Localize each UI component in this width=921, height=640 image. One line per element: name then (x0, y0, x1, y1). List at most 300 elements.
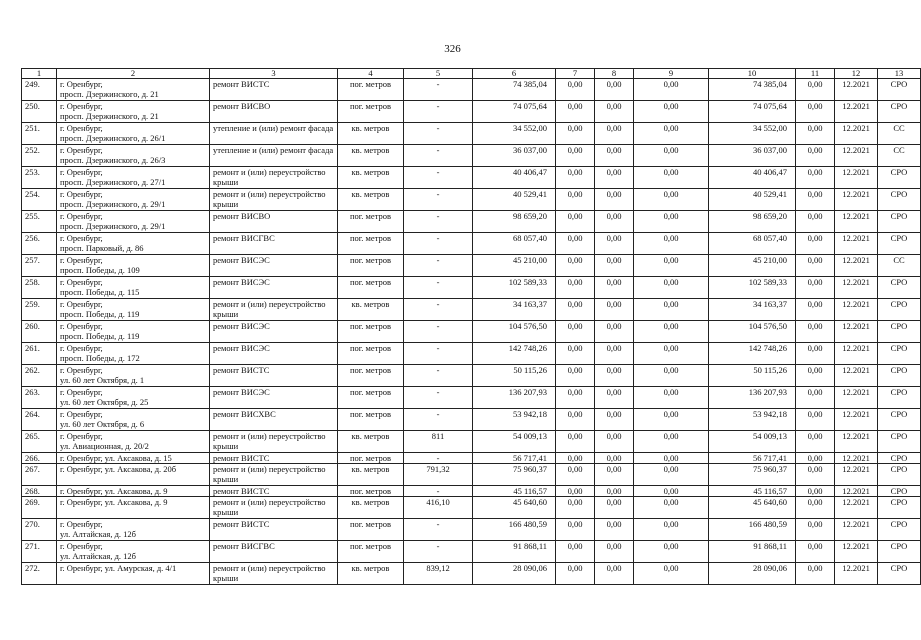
quantity-cell: - (404, 486, 473, 497)
address-line: г. Оренбург, (60, 211, 103, 221)
fund-owners-cell: 45 210,00 (709, 255, 796, 277)
address-line: г. Оренбург, (60, 431, 103, 441)
table-row (22, 563, 921, 585)
completion-date-cell: 12.2021 (835, 277, 878, 299)
total-cost-cell: 98 659,20 (473, 211, 556, 233)
table-row (22, 365, 921, 387)
fund-local-cell: 0,00 (634, 541, 709, 563)
quantity-cell: - (404, 79, 473, 101)
method-cell: СРО (878, 321, 921, 343)
unit-cell: кв. метров (338, 299, 404, 321)
total-cost-cell: 40 406,47 (473, 167, 556, 189)
work-type-cell: ремонт ВИСЭС (210, 321, 338, 343)
table-row (22, 299, 921, 321)
fund-owners-cell: 36 037,00 (709, 145, 796, 167)
address-cell (57, 167, 210, 189)
unit-cell: кв. метров (338, 563, 404, 585)
table-row (22, 79, 921, 101)
row-number-cell: 257. (22, 255, 57, 277)
total-cost-cell: 136 207,93 (473, 387, 556, 409)
other-cell: 0,00 (796, 255, 835, 277)
row-number-cell: 263. (22, 387, 57, 409)
total-cost-cell: 45 116,57 (473, 486, 556, 497)
other-cell: 0,00 (796, 541, 835, 563)
other-cell: 0,00 (796, 563, 835, 585)
fund-regional-cell: 0,00 (595, 255, 634, 277)
method-cell: СРО (878, 464, 921, 486)
address-cell (57, 79, 210, 101)
fund-owners-cell: 98 659,20 (709, 211, 796, 233)
completion-date-cell: 12.2021 (835, 497, 878, 519)
work-type-cell: утепление и (или) ремонт фасада (210, 123, 338, 145)
other-cell: 0,00 (796, 387, 835, 409)
total-cost-cell: 28 090,06 (473, 563, 556, 585)
address-cell (57, 464, 210, 486)
work-type-cell: ремонт ВИСЭС (210, 255, 338, 277)
other-cell: 0,00 (796, 343, 835, 365)
fund-federal-cell: 0,00 (556, 123, 595, 145)
unit-cell: пог. метров (338, 387, 404, 409)
unit-cell: кв. метров (338, 167, 404, 189)
row-number-cell: 258. (22, 277, 57, 299)
quantity-cell: - (404, 453, 473, 464)
table-row (22, 277, 921, 299)
fund-local-cell: 0,00 (634, 101, 709, 123)
column-number-header-row (22, 69, 921, 79)
unit-cell: пог. метров (338, 255, 404, 277)
fund-owners-cell: 74 385,04 (709, 79, 796, 101)
other-cell: 0,00 (796, 453, 835, 464)
fund-local-cell: 0,00 (634, 387, 709, 409)
completion-date-cell: 12.2021 (835, 189, 878, 211)
fund-regional-cell: 0,00 (595, 211, 634, 233)
quantity-cell: 811 (404, 431, 473, 453)
work-type-cell: ремонт и (или) переустройство крыши (210, 464, 338, 486)
fund-local-cell: 0,00 (634, 365, 709, 387)
fund-federal-cell: 0,00 (556, 497, 595, 519)
fund-regional-cell: 0,00 (595, 486, 634, 497)
address-cell (57, 211, 210, 233)
unit-cell: кв. метров (338, 123, 404, 145)
other-cell: 0,00 (796, 277, 835, 299)
fund-local-cell: 0,00 (634, 211, 709, 233)
fund-local-cell: 0,00 (634, 277, 709, 299)
fund-regional-cell: 0,00 (595, 365, 634, 387)
total-cost-cell: 142 748,26 (473, 343, 556, 365)
address-cell (57, 365, 210, 387)
address-cell (57, 409, 210, 431)
address-cell (57, 497, 210, 519)
row-number-cell: 255. (22, 211, 57, 233)
method-cell: СРО (878, 167, 921, 189)
method-cell: СРО (878, 211, 921, 233)
fund-federal-cell: 0,00 (556, 431, 595, 453)
completion-date-cell: 12.2021 (835, 79, 878, 101)
fund-local-cell: 0,00 (634, 123, 709, 145)
table-row (22, 321, 921, 343)
work-type-cell: ремонт ВИСЭС (210, 387, 338, 409)
column-number-cell: 4 (338, 69, 404, 79)
unit-cell: пог. метров (338, 277, 404, 299)
address-line: г. Оренбург, (60, 145, 103, 155)
completion-date-cell: 12.2021 (835, 321, 878, 343)
completion-date-cell: 12.2021 (835, 145, 878, 167)
row-number-cell: 262. (22, 365, 57, 387)
total-cost-cell: 34 552,00 (473, 123, 556, 145)
fund-owners-cell: 45 116,57 (709, 486, 796, 497)
fund-regional-cell: 0,00 (595, 387, 634, 409)
completion-date-cell: 12.2021 (835, 431, 878, 453)
fund-federal-cell: 0,00 (556, 167, 595, 189)
address-cell (57, 233, 210, 255)
fund-owners-cell: 68 057,40 (709, 233, 796, 255)
fund-federal-cell: 0,00 (556, 211, 595, 233)
work-type-cell: ремонт и (или) переустройство крыши (210, 299, 338, 321)
quantity-cell: 791,32 (404, 464, 473, 486)
address-line: г. Оренбург, (60, 167, 103, 177)
unit-cell: кв. метров (338, 464, 404, 486)
method-cell: СРО (878, 343, 921, 365)
address-cell (57, 123, 210, 145)
unit-cell: пог. метров (338, 101, 404, 123)
method-cell: СРО (878, 299, 921, 321)
quantity-cell: - (404, 145, 473, 167)
completion-date-cell: 12.2021 (835, 255, 878, 277)
work-type-cell: ремонт и (или) переустройство крыши (210, 431, 338, 453)
method-cell: СРО (878, 233, 921, 255)
unit-cell: пог. метров (338, 486, 404, 497)
fund-owners-cell: 166 480,59 (709, 519, 796, 541)
fund-regional-cell: 0,00 (595, 321, 634, 343)
work-type-cell: утепление и (или) ремонт фасада (210, 145, 338, 167)
work-type-cell: ремонт ВИСВО (210, 211, 338, 233)
address-line: просп. Дзержинского, д. 21 (60, 111, 159, 121)
completion-date-cell: 12.2021 (835, 299, 878, 321)
quantity-cell: - (404, 541, 473, 563)
address-cell (57, 343, 210, 365)
fund-regional-cell: 0,00 (595, 189, 634, 211)
row-number-cell: 249. (22, 79, 57, 101)
completion-date-cell: 12.2021 (835, 233, 878, 255)
other-cell: 0,00 (796, 167, 835, 189)
row-number-cell: 259. (22, 299, 57, 321)
fund-local-cell: 0,00 (634, 321, 709, 343)
column-number-cell: 10 (709, 69, 796, 79)
method-cell: СРО (878, 497, 921, 519)
fund-owners-cell: 40 406,47 (709, 167, 796, 189)
address-line: г. Оренбург, (60, 255, 103, 265)
other-cell: 0,00 (796, 519, 835, 541)
fund-owners-cell: 104 576,50 (709, 321, 796, 343)
work-type-cell: ремонт ВИСВО (210, 101, 338, 123)
quantity-cell: - (404, 365, 473, 387)
total-cost-cell: 74 385,04 (473, 79, 556, 101)
address-cell (57, 486, 210, 497)
row-number-cell: 260. (22, 321, 57, 343)
other-cell: 0,00 (796, 431, 835, 453)
method-cell: СРО (878, 519, 921, 541)
fund-federal-cell: 0,00 (556, 299, 595, 321)
address-line: г. Оренбург, (60, 365, 103, 375)
unit-cell: пог. метров (338, 211, 404, 233)
table-row (22, 387, 921, 409)
table-row (22, 343, 921, 365)
other-cell: 0,00 (796, 123, 835, 145)
fund-regional-cell: 0,00 (595, 233, 634, 255)
address-cell (57, 387, 210, 409)
address-line: г. Оренбург, (60, 541, 103, 551)
column-number-cell: 5 (404, 69, 473, 79)
fund-local-cell: 0,00 (634, 519, 709, 541)
work-type-cell: ремонт ВИСТС (210, 79, 338, 101)
address-line: ул. 60 лет Октября, д. 1 (60, 375, 145, 385)
fund-federal-cell: 0,00 (556, 519, 595, 541)
completion-date-cell: 12.2021 (835, 464, 878, 486)
fund-federal-cell: 0,00 (556, 563, 595, 585)
address-line: г. Оренбург, (60, 101, 103, 111)
fund-owners-cell: 75 960,37 (709, 464, 796, 486)
other-cell: 0,00 (796, 464, 835, 486)
address-line: г. Оренбург, (60, 189, 103, 199)
row-number-cell: 265. (22, 431, 57, 453)
row-number-cell: 266. (22, 453, 57, 464)
fund-local-cell: 0,00 (634, 563, 709, 585)
address-cell (57, 189, 210, 211)
method-cell: СРО (878, 453, 921, 464)
table-row (22, 519, 921, 541)
column-number-cell: 8 (595, 69, 634, 79)
total-cost-cell: 45 640,60 (473, 497, 556, 519)
fund-local-cell: 0,00 (634, 343, 709, 365)
row-number-cell: 252. (22, 145, 57, 167)
other-cell: 0,00 (796, 145, 835, 167)
work-type-cell: ремонт ВИСЭС (210, 343, 338, 365)
fund-federal-cell: 0,00 (556, 321, 595, 343)
table-row (22, 486, 921, 497)
completion-date-cell: 12.2021 (835, 387, 878, 409)
quantity-cell: 416,10 (404, 497, 473, 519)
fund-regional-cell: 0,00 (595, 101, 634, 123)
fund-owners-cell: 45 640,60 (709, 497, 796, 519)
other-cell: 0,00 (796, 233, 835, 255)
fund-regional-cell: 0,00 (595, 497, 634, 519)
address-line: г. Оренбург, (60, 387, 103, 397)
address-line: г. Оренбург, (60, 299, 103, 309)
row-number-cell: 270. (22, 519, 57, 541)
address-line: ул. 60 лет Октября, д. 6 (60, 419, 145, 429)
unit-cell: пог. метров (338, 343, 404, 365)
fund-regional-cell: 0,00 (595, 277, 634, 299)
fund-owners-cell: 142 748,26 (709, 343, 796, 365)
capital-repair-table (21, 68, 921, 585)
completion-date-cell: 12.2021 (835, 123, 878, 145)
total-cost-cell: 102 589,33 (473, 277, 556, 299)
fund-owners-cell: 28 090,06 (709, 563, 796, 585)
fund-federal-cell: 0,00 (556, 233, 595, 255)
total-cost-cell: 104 576,50 (473, 321, 556, 343)
total-cost-cell: 68 057,40 (473, 233, 556, 255)
row-number-cell: 264. (22, 409, 57, 431)
completion-date-cell: 12.2021 (835, 101, 878, 123)
fund-owners-cell: 50 115,26 (709, 365, 796, 387)
address-line: ул. Алтайская, д. 12б (60, 551, 136, 561)
other-cell: 0,00 (796, 211, 835, 233)
address-cell (57, 431, 210, 453)
fund-local-cell: 0,00 (634, 464, 709, 486)
column-number-cell: 3 (210, 69, 338, 79)
address-line: г. Оренбург, (60, 79, 103, 89)
table-row (22, 255, 921, 277)
method-cell: СРО (878, 563, 921, 585)
total-cost-cell: 54 009,13 (473, 431, 556, 453)
method-cell: СС (878, 255, 921, 277)
row-number-cell: 267. (22, 464, 57, 486)
unit-cell: пог. метров (338, 321, 404, 343)
address-line: просп. Дзержинского, д. 29/1 (60, 199, 166, 209)
row-number-cell: 251. (22, 123, 57, 145)
fund-local-cell: 0,00 (634, 486, 709, 497)
fund-regional-cell: 0,00 (595, 453, 634, 464)
table-row (22, 211, 921, 233)
fund-local-cell: 0,00 (634, 497, 709, 519)
other-cell: 0,00 (796, 365, 835, 387)
table-row (22, 123, 921, 145)
quantity-cell: - (404, 387, 473, 409)
fund-federal-cell: 0,00 (556, 453, 595, 464)
total-cost-cell: 91 868,11 (473, 541, 556, 563)
work-type-cell: ремонт и (или) переустройство крыши (210, 497, 338, 519)
fund-federal-cell: 0,00 (556, 189, 595, 211)
fund-owners-cell: 54 009,13 (709, 431, 796, 453)
column-number-cell: 2 (57, 69, 210, 79)
unit-cell: пог. метров (338, 233, 404, 255)
quantity-cell: - (404, 123, 473, 145)
fund-owners-cell: 34 163,37 (709, 299, 796, 321)
address-cell (57, 299, 210, 321)
address-line: г. Оренбург, ул. Аксакова, д. 9 (60, 486, 168, 496)
fund-regional-cell: 0,00 (595, 167, 634, 189)
address-line: просп. Дзержинского, д. 26/1 (60, 133, 166, 143)
address-line: просп. Дзержинского, д. 26/3 (60, 155, 166, 165)
completion-date-cell: 12.2021 (835, 541, 878, 563)
completion-date-cell: 12.2021 (835, 167, 878, 189)
column-number-cell: 13 (878, 69, 921, 79)
fund-federal-cell: 0,00 (556, 145, 595, 167)
fund-owners-cell: 34 552,00 (709, 123, 796, 145)
completion-date-cell: 12.2021 (835, 365, 878, 387)
method-cell: СРО (878, 365, 921, 387)
row-number-cell: 256. (22, 233, 57, 255)
other-cell: 0,00 (796, 497, 835, 519)
fund-federal-cell: 0,00 (556, 101, 595, 123)
fund-federal-cell: 0,00 (556, 277, 595, 299)
fund-local-cell: 0,00 (634, 431, 709, 453)
fund-owners-cell: 136 207,93 (709, 387, 796, 409)
fund-local-cell: 0,00 (634, 255, 709, 277)
fund-federal-cell: 0,00 (556, 365, 595, 387)
fund-owners-cell: 53 942,18 (709, 409, 796, 431)
total-cost-cell: 53 942,18 (473, 409, 556, 431)
work-type-cell: ремонт и (или) переустройство крыши (210, 167, 338, 189)
table-row (22, 497, 921, 519)
fund-regional-cell: 0,00 (595, 464, 634, 486)
fund-federal-cell: 0,00 (556, 387, 595, 409)
row-number-cell: 268. (22, 486, 57, 497)
work-type-cell: ремонт и (или) переустройство крыши (210, 189, 338, 211)
address-line: просп. Победы, д. 172 (60, 353, 140, 363)
quantity-cell: - (404, 211, 473, 233)
fund-local-cell: 0,00 (634, 189, 709, 211)
fund-federal-cell: 0,00 (556, 409, 595, 431)
fund-federal-cell: 0,00 (556, 255, 595, 277)
quantity-cell: - (404, 299, 473, 321)
address-cell (57, 101, 210, 123)
row-number-cell: 272. (22, 563, 57, 585)
work-type-cell: ремонт ВИСТС (210, 365, 338, 387)
address-line: просп. Победы, д. 119 (60, 309, 140, 319)
quantity-cell: - (404, 255, 473, 277)
row-number-cell: 254. (22, 189, 57, 211)
address-line: г. Оренбург, (60, 343, 103, 353)
row-number-cell: 253. (22, 167, 57, 189)
completion-date-cell: 12.2021 (835, 563, 878, 585)
completion-date-cell: 12.2021 (835, 486, 878, 497)
address-line: просп. Дзержинского, д. 21 (60, 89, 159, 99)
other-cell: 0,00 (796, 79, 835, 101)
address-line: просп. Победы, д. 119 (60, 331, 140, 341)
quantity-cell: - (404, 519, 473, 541)
unit-cell: кв. метров (338, 189, 404, 211)
unit-cell: пог. метров (338, 409, 404, 431)
unit-cell: пог. метров (338, 519, 404, 541)
address-line: г. Оренбург, ул. Аксакова, д. 20б (60, 464, 177, 474)
total-cost-cell: 34 163,37 (473, 299, 556, 321)
other-cell: 0,00 (796, 101, 835, 123)
completion-date-cell: 12.2021 (835, 211, 878, 233)
fund-local-cell: 0,00 (634, 79, 709, 101)
completion-date-cell: 12.2021 (835, 519, 878, 541)
method-cell: СС (878, 145, 921, 167)
method-cell: СРО (878, 101, 921, 123)
unit-cell: пог. метров (338, 79, 404, 101)
fund-owners-cell: 40 529,41 (709, 189, 796, 211)
unit-cell: кв. метров (338, 497, 404, 519)
fund-regional-cell: 0,00 (595, 123, 634, 145)
address-line: г. Оренбург, (60, 409, 103, 419)
table-row (22, 453, 921, 464)
completion-date-cell: 12.2021 (835, 409, 878, 431)
total-cost-cell: 56 717,41 (473, 453, 556, 464)
unit-cell: кв. метров (338, 145, 404, 167)
fund-owners-cell: 56 717,41 (709, 453, 796, 464)
method-cell: СС (878, 123, 921, 145)
method-cell: СРО (878, 486, 921, 497)
fund-federal-cell: 0,00 (556, 79, 595, 101)
quantity-cell: - (404, 101, 473, 123)
work-type-cell: ремонт ВИСГВС (210, 541, 338, 563)
table-row (22, 541, 921, 563)
address-cell (57, 563, 210, 585)
table-row (22, 409, 921, 431)
method-cell: СРО (878, 409, 921, 431)
other-cell: 0,00 (796, 189, 835, 211)
fund-owners-cell: 91 868,11 (709, 541, 796, 563)
address-line: г. Оренбург, (60, 277, 103, 287)
fund-regional-cell: 0,00 (595, 343, 634, 365)
row-number-cell: 261. (22, 343, 57, 365)
work-type-cell: ремонт ВИСТС (210, 519, 338, 541)
row-number-cell: 269. (22, 497, 57, 519)
